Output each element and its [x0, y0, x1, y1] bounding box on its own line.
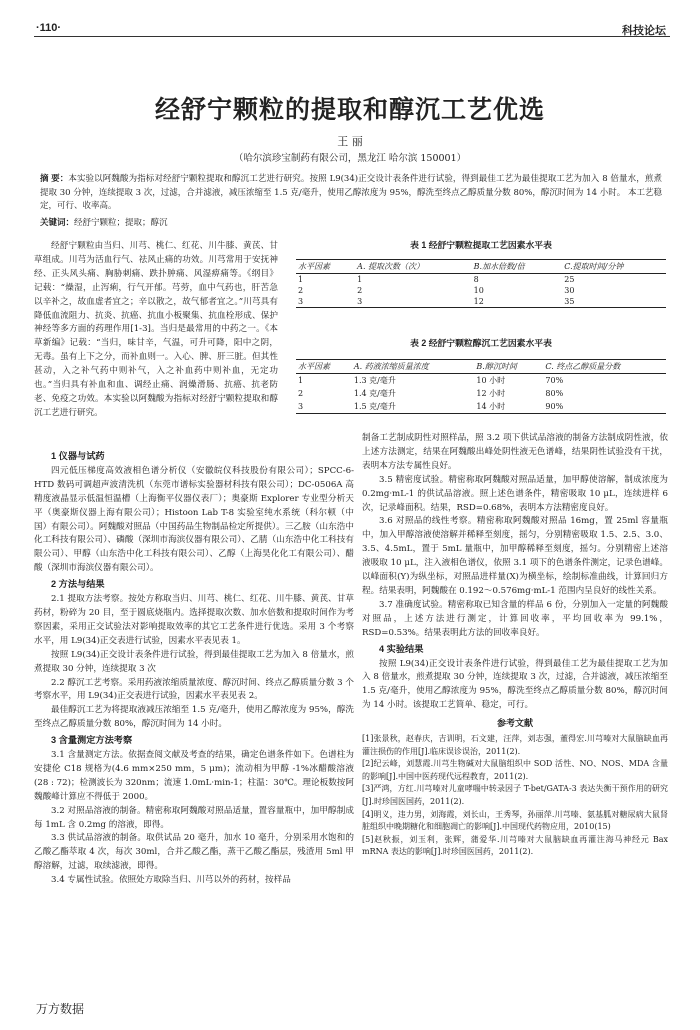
table2-block: [292, 336, 670, 414]
table1-caption: 表 1 经舒宁颗粒提取工艺因素水平表: [410, 240, 552, 250]
section-heading: 4 实验结果: [379, 643, 424, 654]
affiliation: （哈尔滨珍宝制药有限公司，黑龙江 哈尔滨 150001）: [233, 153, 467, 164]
section-heading: 1 仪器与试药: [51, 451, 105, 461]
table-row: [296, 387, 666, 400]
section-heading: 3 含量测定方法考察: [51, 735, 133, 746]
section-heading: 2 方法与结果: [51, 579, 105, 590]
table-cell: 1.3 克/毫升: [353, 376, 396, 385]
paragraph: 制备工艺制成阴性对照样品，照 3.2 项下供试品溶液的制备方法制成阴性液，依上述方法测定，结果在阿魏酸出峰处阴性液无色谱峰，结果阴性试验没有干扰，表明本方法专属性良好。: [362, 433, 668, 471]
paragraph: 按照 L9(34)正交设计表条件进行试验，得到最佳提取工艺为加入 8 倍量水，煎煮提取 30 分钟，连续提取 3 次: [34, 649, 354, 674]
journal-section: 科技论坛: [622, 25, 666, 37]
reference-item: [4]明义，违力男，刘海霞，刘长山，王秀琴，孙丽萍.川芎嗪、氨基胍对糖尿病大鼠肾脏组织中晚期糖化和细胞凋亡的影响[J].中国现代药物应用，2010(15): [362, 809, 668, 832]
reference-item: [5]赵秋振，刘玉利，张辉，蒲爱华.川芎嗪对大鼠脑缺血再灌注海马神经元 Bax mRNA 表达的影响[J].时珍国医国药，2011(2).: [362, 834, 668, 857]
table-cell: 2: [298, 389, 304, 398]
paragraph: 3.7 准确度试验。精密称取已知含量的样品 6 份，分别加入一定量的阿魏酸对照品，上述方法进行测定，计算回收率，平均回收率为 99.1%，RSD=0.53%。结果表明此方法的回收率良好。: [362, 599, 668, 638]
table-row: [296, 274, 666, 286]
paragraph: 按照 L9(34)正交设计表条件进行试验，得到最佳工艺为最佳提取工艺为加入 8 倍量水，煎煮提取 30 分钟，连续提取 3 次，过滤，合并滤液，减压浓缩至 1.5 克/毫升，使用乙醇浓度为 95%，醇洗至终点乙醇质量分数 80%，醇沉时间为 14 小时。该提取工艺简单、稳定，可行。: [362, 658, 668, 711]
table-cell: 2: [357, 286, 363, 295]
table2-header: 水平因素: [296, 360, 352, 374]
table-cell: 90%: [543, 400, 666, 414]
table-cell: 30: [564, 286, 575, 295]
table1-block: [292, 238, 670, 308]
paragraph: 3.5 精密度试验。精密称取阿魏酸对照品适量，加甲醇使溶解，制成浓度为 0.2mg·mL-1 的供试品溶液。照上述色谱条件，精密吸取 10 μL，连续进样 6 次，记录峰面积。结果，RSD=0.68%，表明本方法精密度良好。: [362, 474, 668, 513]
table1-header: A. 提取次数（次）: [355, 260, 472, 274]
author: 王 丽: [337, 135, 363, 148]
table2: [296, 359, 666, 414]
intro-paragraph: 经舒宁颗粒由当归、川芎、桃仁、红花、川牛膝、黄芪、甘草组成。川芎为活血行气、祛风止痛的功效。川芎常用于安抚神经、正头风头痛、胸胁刺痛、跌扑肿痛、风湿痹痛等。《纲目》记载：“燥湿，止泻痢，行气开郁。芎䓖，血中气药也，肝苦急以辛补之，故血虚者宜之；辛以散之，故气郁者宜之。”川芎具有降低血流阻力、抗炎、抗癌、抗血小板聚集、抗血栓形成、保护神经等多方面的药理作用[1-3]。当归是最常用的中药之一。《本草新编》记载：“当归，味甘辛，气温，可升可降，阳中之阴，无毒。虽有上下之分，而补血则一。入心、脾、肝三脏。但其性甚动，入之补气药中则补气，入之补血药中则补血，无定功也。”当归具有补血和血、调经止痛、润燥滑肠、抗癌、抗老防老、免疫之功效。本实验以阿魏酸为指标对经舒宁颗粒提取和醇沉工艺进行研究。: [34, 241, 278, 418]
table1-header: C.提取时间/分钟: [562, 260, 666, 274]
table-cell: 35: [562, 296, 666, 308]
table-cell: 1: [357, 275, 363, 284]
article-title: 经舒宁颗粒的提取和醇沉工艺优选: [154, 95, 545, 124]
abstract: [40, 172, 662, 214]
table-cell: 2: [298, 286, 304, 295]
reference-item: [1]张景秋，赵春庆，吉训明，石文建，汪萍，刘志强，董得宏.川芎嗪对大鼠脑缺血再灌注损伤的作用[J].临床误诊误治，2011(2).: [362, 734, 668, 756]
table-cell: 12 小时: [476, 389, 506, 398]
abstract-label: 摘 要：: [40, 173, 69, 183]
paragraph: 3.4 专属性试验。依照处方取除当归、川芎以外的药材，按样品: [51, 875, 291, 886]
paragraph: 3.2 对照品溶液的制备。精密称取阿魏酸对照品适量，置容量瓶中，加甲醇制成每 1mL 含 0.2mg 的溶液，即得。: [34, 805, 354, 830]
table-cell: 3: [296, 296, 355, 308]
table-row: [296, 400, 666, 414]
keywords-label: 关键词：: [40, 217, 75, 227]
table2-caption: 表 2 经舒宁颗粒醇沉工艺因素水平表: [410, 338, 552, 348]
header-rule: [34, 36, 670, 37]
paragraph: 3.3 供试品溶液的制备。取供试品 20 毫升，加水 10 毫升，分别采用水饱和的乙酸乙酯萃取 4 次，每次 30ml，合并乙酸乙酯，蒸干乙酸乙酯层，残渣用 5ml 甲醇溶解，过滤，取续滤液，即得。: [34, 833, 354, 872]
table1-header: B.加水倍数/倍: [472, 260, 563, 274]
watermark: 万方数据: [36, 1002, 85, 1016]
table-cell: 70%: [545, 376, 564, 385]
paragraph: 3.6 对照品的线性考察。精密称取阿魏酸对照品 16mg，置 25ml 容量瓶中，加入甲醇溶液使溶解并稀释至刻度，摇匀，分别精密吸取 1.5、2.5、3.0、3.5、4.5mL，置于 5mL 量瓶中，加甲醇稀释至刻度，摇匀。分别精密上述溶液吸取 10 μL，注入液相色谱仪，依照 3.1 项下的色谱条件测定，记录色谱峰。以峰面积(Y)为纵坐标，对照品进样量(X)为横坐标，绘制标准曲线，计算回归方程。结果表明，阿魏酸在 0.192～0.576mg·mL-1 范围内呈良好的线性关系。: [362, 516, 668, 596]
references-heading: 参考文献: [496, 718, 533, 729]
table2-header: B.醇沉时间: [474, 360, 543, 374]
paragraph: 2.2 醇沉工艺考察。采用药液浓缩质量浓度、醇沉时间、终点乙醇质量分数 3 个考察水平，用 L9(34)正交表进行试验，因素水平表见表 2。: [34, 677, 354, 702]
table1-header: 水平因素: [296, 260, 355, 274]
page-number: ·110·: [36, 22, 62, 34]
reference-item: [3]严鸿，方红.川芎嗪对儿童哮喘中转录因子 T-bet/GATA-3 表达失衡干预作用的研究[J].时珍国医国药，2011(2).: [362, 784, 668, 806]
table-cell: 3: [296, 400, 352, 414]
table-cell: 25: [564, 275, 575, 284]
keywords: [40, 216, 168, 228]
paragraph: 四元低压梯度高效液相色谱分析仪（安徽皖仪科技股份有限公司）；SPCC-6-HTD 数码可调超声波清洗机（东莞市谱标实验器材科技有限公司）；DC-0506A 高精度液晶显示低温恒温槽（上海衡平仪器仪表厂）；奥豪斯 Explorer 专业型分析天平（奥豪斯仪器上海有限公司）；Histoon Lab T-8 实验室纯水系统（科尔顿（中国）有限公司）。阿魏酸对照品（中国药品生物制品检定所提供）。三乙胺（山东浩中化工科技有限公司）、磷酸（深圳市海滨仪器有限公司）、乙腈（山东浩中化工科技有限公司）、甲醇（山东浩中化工科技有限公司）、乙醇（上海昊化化工有限公司）、醋酸（深圳市海滨仪器有限公司）。: [34, 465, 354, 574]
table-cell: 1: [298, 275, 304, 284]
right-column: [362, 432, 668, 859]
table-row: [296, 285, 666, 296]
table-row: [296, 374, 666, 388]
table2-header: A. 药液浓缩质量浓度: [352, 360, 475, 374]
paragraph: 3.1 含量测定方法。依据查阅文献及考查的结果，确定色谱条件如下。色谱柱为安捷伦 C18 规格为(4.6 mm×250 mm，5 μm)；流动相为甲醇 -1%冰醋酸溶液 (28 : 72)；检测波长为 320nm；流速 1.0mL·min-1；柱温：30℃。理论板数按阿魏酸峰计算应不得低于 2000。: [34, 750, 354, 802]
keywords-text: 经舒宁颗粒；提取；醇沉: [74, 218, 168, 228]
table-cell: 14 小时: [474, 400, 543, 414]
paragraph: 最佳醇沉工艺为将提取液减压浓缩至 1.5 克/毫升，使用乙醇浓度为 95%，醇洗至终点乙醇质量分数 80%，醇沉时间为 14 小时。: [34, 705, 354, 730]
paragraph: 2.1 提取方法考察。按处方称取当归、川芎、桃仁、红花、川牛膝、黄芪、甘草药材，粉碎为 20 目，至于圆底烧瓶内。选择提取次数、加水倍数和提取时间作为考察因素，采用正交试验法对影响提取效率的其它工艺条件进行优选。采用 3 个考察水平，用 L9(34)正交表进行试验，因素水平表见表 1。: [34, 594, 354, 646]
table-cell: 1.5 克/毫升: [352, 400, 475, 414]
table-cell: 10: [473, 286, 484, 295]
table-cell: 10 小时: [476, 376, 506, 385]
table-cell: 1.4 克/毫升: [353, 389, 396, 398]
table-cell: 80%: [545, 389, 564, 398]
table-row: [296, 296, 666, 308]
reference-item: [2]纪云峰，刘慧霞.川芎生物碱对大鼠脑组织中 SOD 活性、NO、NOS、MDA 含量的影响[J].中国中医药现代远程教育，2011(2).: [362, 759, 668, 781]
table-cell: 12: [472, 296, 563, 308]
table-cell: 3: [355, 296, 472, 308]
table-cell: 8: [473, 275, 479, 284]
left-column: [34, 448, 354, 888]
table-cell: 1: [298, 376, 304, 385]
intro-column: [34, 240, 278, 421]
table2-header: C. 终点乙醇质量分数: [543, 360, 666, 374]
abstract-text: 本实验以阿魏酸为指标对经舒宁颗粒提取和醇沉工艺进行研究。按照 L9(34)正交设计表条件进行试验，得到最佳工艺为最佳提取工艺为加入 8 倍量水，煎煮提取 30 分钟，连续提取 3 次，过滤，合并滤液，减压浓缩至 1.5 克/毫升，使用乙醇浓度为 95%，醇洗至终点乙醇质量分数 80%，醇沉时间为 14 小时。 本工艺稳定，可行、收率高。: [40, 174, 662, 212]
table1: [296, 259, 666, 308]
